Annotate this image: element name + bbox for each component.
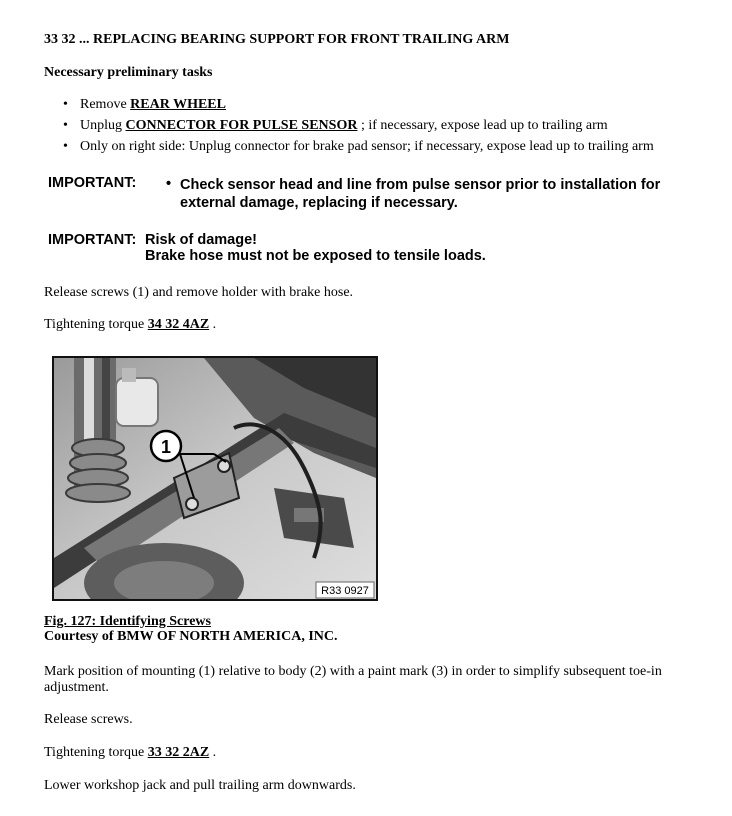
prelim-task-item xyxy=(44,95,724,116)
important-label-1: IMPORTANT: xyxy=(48,175,137,191)
figure-image xyxy=(52,356,378,601)
instruction-lower-jack: Lower workshop jack and pull trailing arm downwards. xyxy=(44,778,356,793)
prelim-task-text: Unplug xyxy=(80,118,126,133)
prelim-task-text: Only on right side: Unplug connector for brake pad sensor; if necessary, expose lead up to trailing arm xyxy=(80,139,654,154)
important-label-2: IMPORTANT: xyxy=(48,232,137,248)
prelim-task-item xyxy=(44,137,724,158)
prelim-heading: Necessary preliminary tasks xyxy=(44,65,213,80)
torque-line-2 xyxy=(44,745,216,761)
prelim-task-item xyxy=(44,116,724,137)
figure-code-label: R33 0927 xyxy=(321,585,369,597)
trailing-arm-photo xyxy=(54,358,376,599)
figure-courtesy: Courtesy of BMW OF NORTH AMERICA, INC. xyxy=(44,629,338,644)
torque-line-1 xyxy=(44,317,216,333)
pulse-sensor-connector-link[interactable]: CONNECTOR FOR PULSE SENSOR xyxy=(125,118,358,133)
prelim-task-suffix: ; if necessary, expose lead up to trailing arm xyxy=(357,118,608,133)
torque-spec-link-2[interactable]: 33 32 2AZ xyxy=(147,745,210,760)
figure-caption-link[interactable]: Fig. 127: Identifying Screws xyxy=(44,614,211,629)
torque-suffix: . xyxy=(209,745,217,760)
page-title: 33 32 ... REPLACING BEARING SUPPORT FOR FRONT TRAILING ARM xyxy=(44,32,510,47)
torque-suffix: . xyxy=(209,317,217,332)
instruction-mark-position: Mark position of mounting (1) relative to body (2) with a paint mark (3) in order to simplify subsequent toe-in adjustment. xyxy=(44,664,662,695)
important-warning-title: Risk of damage! xyxy=(145,232,257,248)
important-text-1: Check sensor head and line from pulse sensor prior to installation for external damage, replacing if necessary. xyxy=(180,177,661,211)
rear-wheel-link[interactable]: REAR WHEEL xyxy=(130,97,226,112)
torque-spec-link-1[interactable]: 34 32 4AZ xyxy=(147,317,210,332)
important-warning-text: Brake hose must not be exposed to tensile loads. xyxy=(145,248,486,264)
instruction-release-screws: Release screws (1) and remove holder with brake hose. xyxy=(44,285,354,300)
torque-label: Tightening torque xyxy=(44,745,148,760)
prelim-task-list xyxy=(44,95,724,158)
torque-label: Tightening torque xyxy=(44,317,148,332)
prelim-task-text: Remove xyxy=(80,97,131,112)
callout-number: 1 xyxy=(160,437,172,457)
instruction-release-screws-2: Release screws. xyxy=(44,712,133,727)
bullet-icon: • xyxy=(166,176,172,192)
